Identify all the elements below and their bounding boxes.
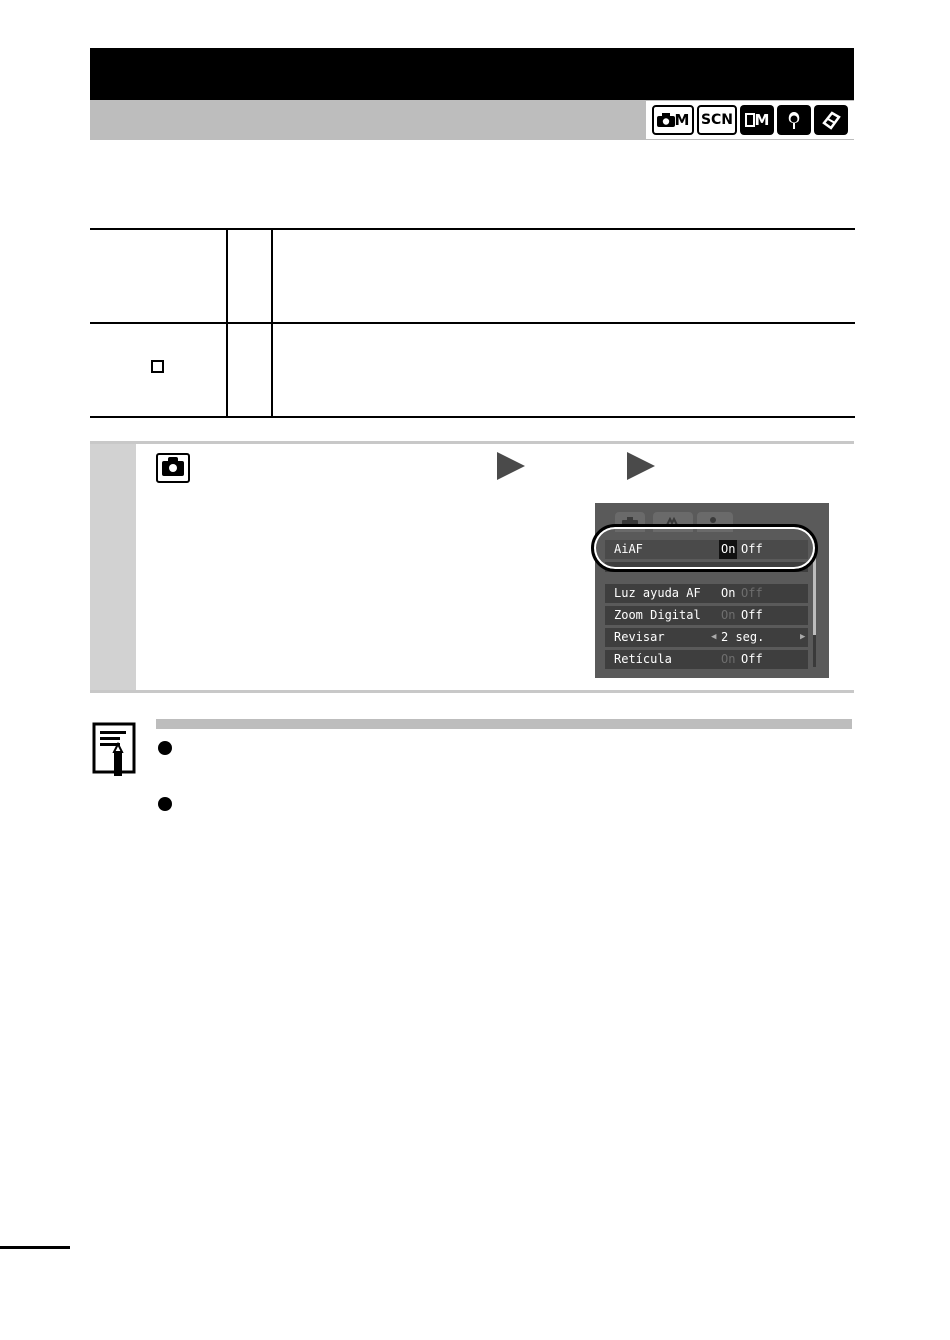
- arrow-right-icon: [627, 452, 655, 480]
- right-arrow-icon: ▶: [800, 632, 806, 642]
- movie-manual-mode-icon: M: [740, 105, 774, 135]
- table-rule-top: [90, 228, 855, 230]
- settings-table: [90, 228, 855, 418]
- lcd-menu-row-grid: Retícula On Off: [605, 650, 808, 669]
- step-panel-rule-top: [90, 441, 854, 444]
- left-arrow-icon: ◀: [711, 632, 717, 642]
- lcd-menu-row-review: Revisar ◀ 2 seg. ▶: [605, 628, 808, 647]
- arrow-right-icon: [497, 452, 525, 480]
- bullet-point: [158, 741, 172, 755]
- lcd-menu-row-digital-zoom: Zoom Digital On Off: [605, 606, 808, 625]
- aiaf-highlight-callout: [591, 524, 818, 572]
- page-footer-rule: [0, 1246, 70, 1249]
- note-header-rule: [156, 719, 852, 729]
- shooting-mode-icons: [646, 101, 854, 139]
- macro-flower-icon: [784, 110, 804, 130]
- table-rule-bottom: [90, 416, 855, 418]
- note-memo-icon: [92, 722, 138, 778]
- film-glyph-icon: [745, 113, 755, 127]
- digital-macro-mode-icon: [777, 105, 811, 135]
- single-frame-icon: [151, 360, 164, 373]
- camera-manual-mode-icon: M: [652, 105, 694, 135]
- bullet-point: [158, 797, 172, 811]
- step-number-column: [90, 444, 136, 690]
- stitch-assist-icon: [820, 109, 842, 131]
- lcd-menu-row-aiaf: AiAF On Off: [605, 540, 808, 559]
- stitch-assist-mode-icon: [814, 105, 848, 135]
- section-title-bar: [90, 48, 854, 100]
- step-panel-rule-bottom: [90, 690, 854, 693]
- camera-glyph-icon: [657, 113, 675, 127]
- table-column-divider-2: [271, 228, 273, 418]
- table-column-divider-1: [226, 228, 228, 418]
- table-rule-middle: [90, 322, 855, 324]
- shooting-menu-icon: [156, 453, 190, 483]
- lcd-menu-row-af-assist: Luz ayuda AF On Off: [605, 584, 808, 603]
- scene-mode-icon: SCN: [697, 105, 737, 135]
